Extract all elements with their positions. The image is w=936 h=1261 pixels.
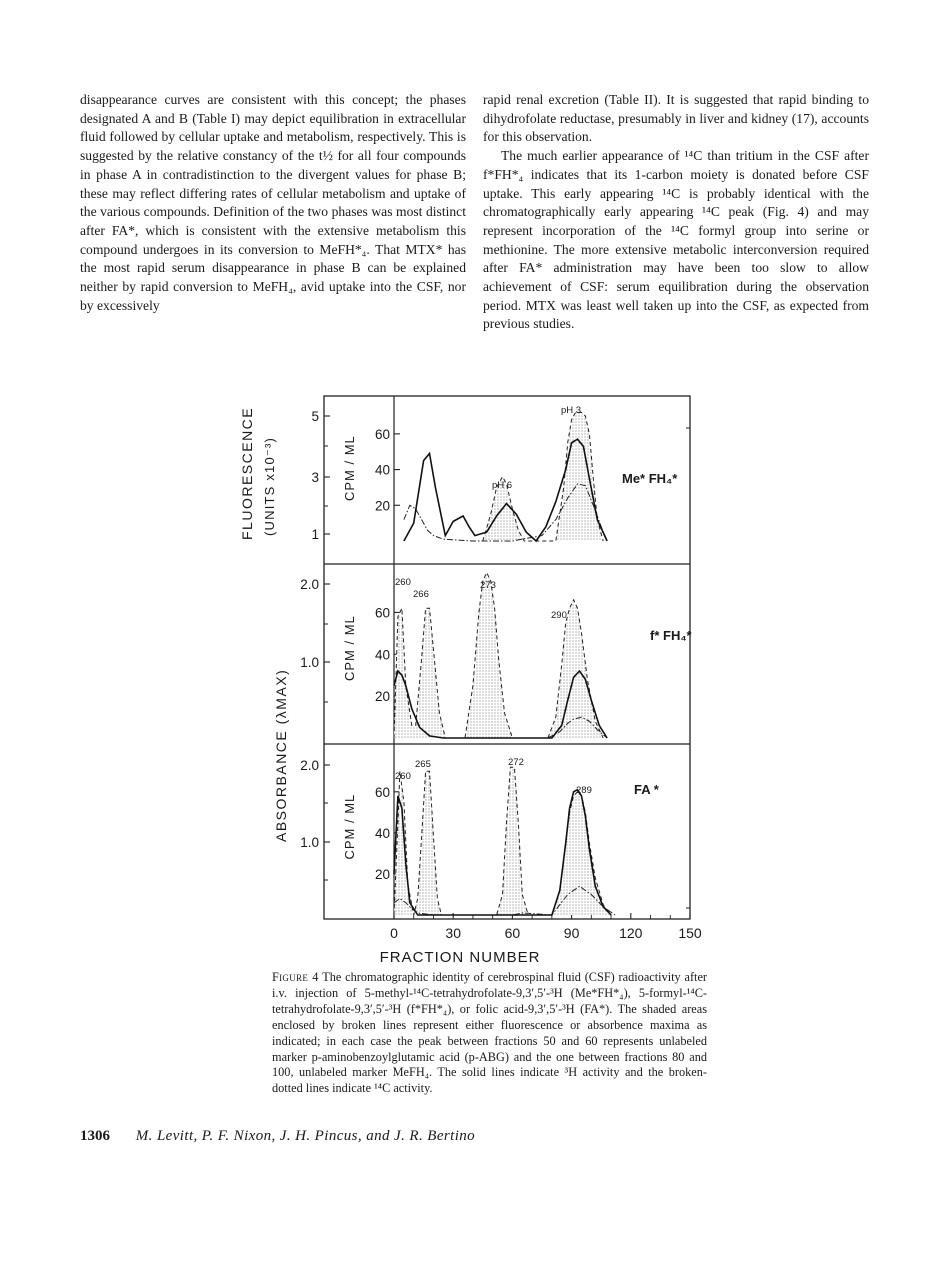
peak-label: pH 6	[492, 480, 513, 491]
peak-label: 260	[395, 577, 411, 588]
caption-label: Figure 4	[272, 970, 319, 984]
right-text-column	[483, 91, 869, 334]
cpm-tick-label: 40	[374, 825, 390, 841]
peak-label: 272	[508, 757, 524, 768]
left-tick-label: 2.0	[300, 577, 319, 592]
left-tick-label: 3	[311, 470, 319, 485]
panel-label-FA: FA *	[634, 782, 659, 797]
cpm-tick-label: 20	[374, 866, 390, 882]
x-tick-label: 60	[504, 925, 521, 941]
cpm-tick-label: 60	[374, 605, 390, 621]
figure-labels	[239, 405, 702, 966]
peak-label: pH 3	[561, 405, 582, 416]
fluorescence-axis-label: FLUORESCENCE	[239, 406, 255, 540]
figure-caption	[272, 970, 707, 1097]
chart-panel	[404, 412, 607, 541]
chromatography-figure	[230, 388, 710, 968]
left-tick-label: 5	[311, 409, 319, 424]
x-tick-label: 90	[563, 925, 580, 941]
cpm-tick-label: 40	[374, 647, 390, 663]
x-tick-label: 120	[619, 925, 643, 941]
cpm-tick-label: 20	[374, 498, 390, 514]
peak-label: 266	[413, 589, 429, 600]
cpm-axis-label: CPM / ML	[342, 615, 357, 681]
x-axis-label: FRACTION NUMBER	[379, 949, 541, 966]
x-tick-label: 30	[445, 925, 461, 941]
cpm-axis-label: CPM / ML	[342, 435, 357, 501]
peak-label: 260	[395, 771, 411, 782]
peak-label: 290	[551, 610, 567, 621]
cpm-tick-label: 60	[374, 784, 390, 800]
cpm-tick-label: 40	[374, 462, 390, 478]
peak-label: 289	[576, 785, 592, 796]
left-tick-label: 2.0	[300, 758, 319, 773]
author-line: M. Levitt, P. F. Nixon, J. H. Pincus, and J. R. Bertino	[135, 1128, 476, 1144]
panel-label-fFH4: f* FH₄*	[650, 628, 692, 643]
absorbance-axis-label: ABSORBANCE (λMAX)	[273, 668, 289, 842]
left-tick-label: 1.0	[300, 835, 319, 850]
page-number: 1306	[80, 1128, 110, 1144]
x-tick-label: 150	[678, 925, 702, 941]
cpm-tick-label: 60	[374, 426, 390, 442]
peak-label: 273	[480, 580, 496, 591]
left-paragraph-1: disappearance curves are consistent with this concept; the phases designated A and B (Table I) may depict equilibration in extracellular fluid followed by cellular uptake and metabolism, respectively. This is suggested by the relative constancy of the t½ for all four compounds in phase A in contradistinction to the divergent values for phase B; these may reflect differing rates of cellular metabolism and uptake of the various compounds. Definition of the two phases was most distinct after FA*, which is consistent with the extensive metabolism this compound undergoes in its conversion to MeFH*₄. That MTX* has the most rapid serum disappearance in phase B can be explained neither by rapid conversion to MeFH₄, avid uptake into the CSF, nor by excessively	[80, 92, 466, 313]
right-paragraph-1: rapid renal excretion (Table II). It is suggested that rapid binding to dihydrofolate reductase, presumably in liver and kidney (17), accounts for this observation.	[483, 92, 869, 145]
x-tick-label: 0	[390, 925, 398, 941]
cpm-tick-label: 20	[374, 689, 390, 705]
right-paragraph-2: The much earlier appearance of ¹⁴C than tritium in the CSF after f*FH*₄ indicates that its 1-carbon moiety is donated before CSF uptake. This early appearing ¹⁴C is probably identical with the chromatographically early appearing ¹⁴C peak (Fig. 4) and may represent incorporation of the ¹⁴C formyl group into serine or methionine. The more extensive metabolic interconversion required after FA* administration may have been too slow to allow achievement of CSF: serum equilibration during the observation period. MTX was least well taken up into the CSF, as expected from previous studies.	[483, 148, 869, 332]
peak-label: 265	[415, 759, 431, 770]
caption-text: The chromatographic identity of cerebrospinal fluid (CSF) radioactivity after i.v. injection of 5-methyl-¹⁴C-tetrahydrofolate-9,3′,5′-³H (Me*FH*₄), 5-formyl-¹⁴C-tetrahydrofolate-9,3′,5′-³H (f*FH*₄), or folic acid-9,3′,5′-³H (FA*). The shaded areas enclosed by broken lines represent either fluorescence or absorbence maxima as indicated; in each case the peak between fractions 50 and 60 represents unlabeled marker p-aminobenzoylglutamic acid (p-ABG) and the one between fractions 80 and 100, unlabeled marker MeFH₄. The solid lines indicate ³H activity and the broken-dotted lines indicate ¹⁴C activity.	[272, 970, 708, 1096]
panel-label-meFH4: Me* FH₄*	[622, 471, 678, 486]
left-tick-label: 1	[311, 527, 319, 542]
cpm-axis-label: CPM / ML	[342, 793, 357, 860]
fluorescence-units-label: (UNITS x10⁻³)	[262, 436, 277, 536]
page-footer	[80, 1128, 475, 1145]
shaded-area	[483, 412, 603, 541]
left-tick-label: 1.0	[300, 655, 319, 670]
left-text-column	[80, 91, 466, 315]
